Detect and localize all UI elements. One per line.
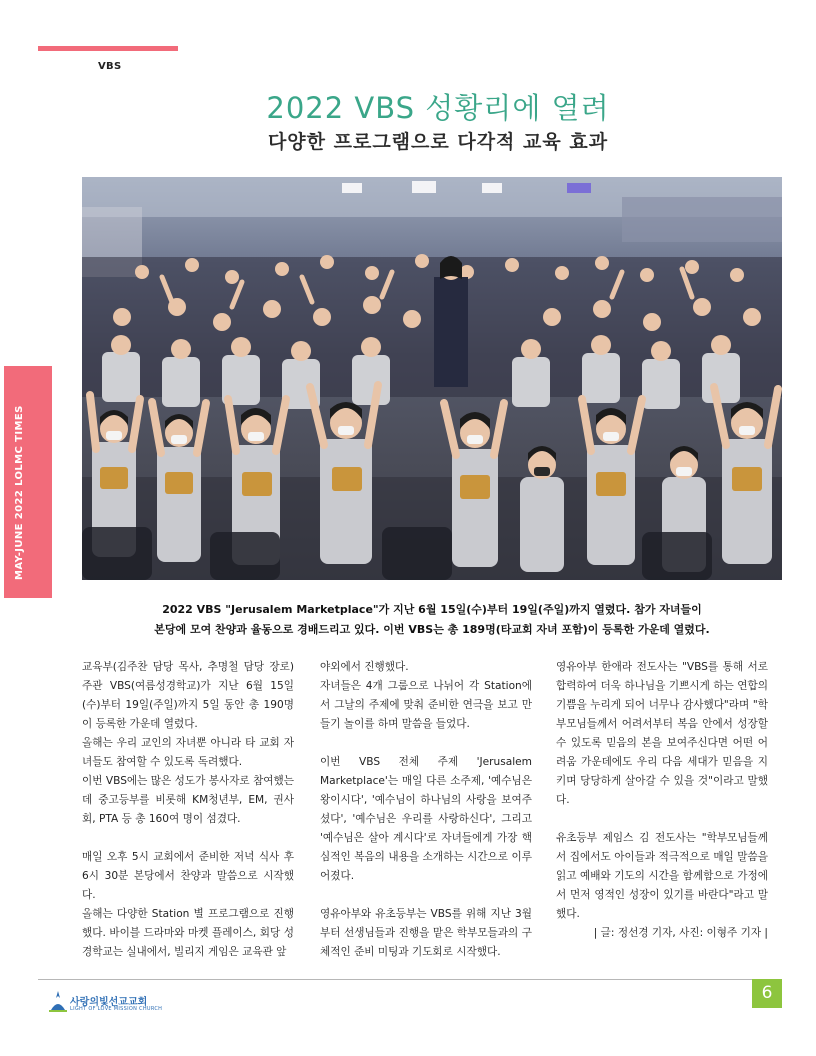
article-column-3 bbox=[556, 658, 768, 943]
caption-line-2: 본당에 모여 찬양과 율동으로 경배드리고 있다. 이번 VBS는 총 189명(타교회 자녀 포함)이 등록한 가운데 열렸다. bbox=[154, 623, 710, 636]
footer-rule bbox=[38, 979, 782, 980]
paragraph: 이번 VBS 전체 주제 'Jerusalem Marketplace'는 매일 다른 소주제, '예수님은 왕이시다', '예수님이 하나님의 사랑을 보여주셨다', '예수님은 우리를 사랑하신다', 그리고 '예수님은 살아 계시다'로 자녀들에게 가장 핵심적인 복음의 내용을 소개하는 시간으로 이루어졌다. bbox=[320, 756, 532, 882]
paragraph: 자녀들은 4개 그룹으로 나뉘어 각 Station에서 그날의 주제에 맞춰 준비한 연극을 보고 만들기 놀이를 하며 말씀을 들었다. bbox=[320, 680, 532, 730]
article-column-1 bbox=[82, 658, 294, 962]
paragraph: 교육부(김주찬 담당 목사, 추명철 담당 장로) 주관 VBS(여름성경학교)가 지난 6월 15일(수)부터 19일(주일)까지 5일 동안 총 190명이 등록한 가운데 열렸다. bbox=[82, 661, 294, 730]
article-column-2 bbox=[320, 658, 532, 962]
crowd-photo-illustration bbox=[82, 177, 782, 580]
paragraph: 올해는 다양한 Station 별 프로그램으로 진행했다. 바이블 드라마와 마켓 플레이스, 회당 성경학교는 실내에서, 빌리지 게임은 교육관 앞 bbox=[82, 908, 294, 958]
article-subheadline: 다양한 프로그램으로 다각적 교육 효과 bbox=[267, 131, 609, 153]
side-tab bbox=[4, 366, 52, 598]
church-name-english: LIGHT OF LOVE MISSION CHURCH bbox=[70, 1006, 163, 1012]
paragraph: 유초등부 제임스 김 전도사는 "학부모님들께서 집에서도 아이들과 적극적으로 매일 말씀을 읽고 예배와 기도의 시간을 함께함으로 가정에서 먼저 영적인 성장이 있기를 바란다"라고 말했다. bbox=[556, 832, 768, 920]
event-photo bbox=[82, 177, 782, 580]
paragraph: 매일 오후 5시 교회에서 준비한 저녁 식사 후 6시 30분 본당에서 찬양과 말씀으로 시작했다. bbox=[82, 851, 294, 901]
article-headline: 2022 VBS 성황리에 열려 bbox=[266, 91, 610, 125]
church-name: 사랑의빛선교교회 bbox=[70, 997, 148, 1008]
church-logo-icon bbox=[48, 990, 68, 1012]
byline-credit: | 글: 정선경 기자, 사진: 이형주 기자 | bbox=[593, 927, 768, 939]
side-tab-label: MAY-JUNE 2022 LOLMC TIMES bbox=[14, 405, 25, 580]
church-logo bbox=[48, 990, 68, 1016]
section-label: VBS bbox=[98, 61, 122, 72]
photo-caption bbox=[82, 600, 782, 640]
paragraph: 올해는 우리 교인의 자녀뿐 아니라 타 교회 자녀들도 참여할 수 있도록 독려했다. bbox=[82, 737, 294, 768]
paragraph: 야외에서 진행했다. bbox=[320, 661, 409, 673]
paragraph: 이번 VBS에는 많은 성도가 봉사자로 참여했는데 중고등부를 비롯해 KM청년부, EM, 권사회, PTA 등 총 160여 명이 섬겼다. bbox=[82, 775, 294, 825]
paragraph: 영유아부와 유초등부는 VBS를 위해 지난 3월부터 선생님들과 진행을 맡은 학부모들과의 구체적인 준비 미팅과 기도회로 시작했다. bbox=[320, 908, 532, 958]
top-accent-bar bbox=[38, 46, 178, 51]
paragraph: 영유아부 한애라 전도사는 "VBS를 통해 서로 합력하여 더욱 하나님을 기쁘시게 하는 연합의 기쁨을 누리게 되어 너무나 감사했다"라며 "학부모님들께서 어려서부터 복음 안에서 성장할 수 있도록 믿음의 본을 보여주신다면 어떤 어려움 가운데에도 우리 다음 세대가 믿음을 지키며 당당하게 살아갈 수 있을 것"이라고 말했다. bbox=[556, 661, 768, 806]
caption-line-1: 2022 VBS "Jerusalem Marketplace"가 지난 6월 15일(수)부터 19일(주일)까지 열렸다. 참가 자녀들이 bbox=[162, 603, 702, 616]
page-number: 6 bbox=[752, 979, 782, 1008]
